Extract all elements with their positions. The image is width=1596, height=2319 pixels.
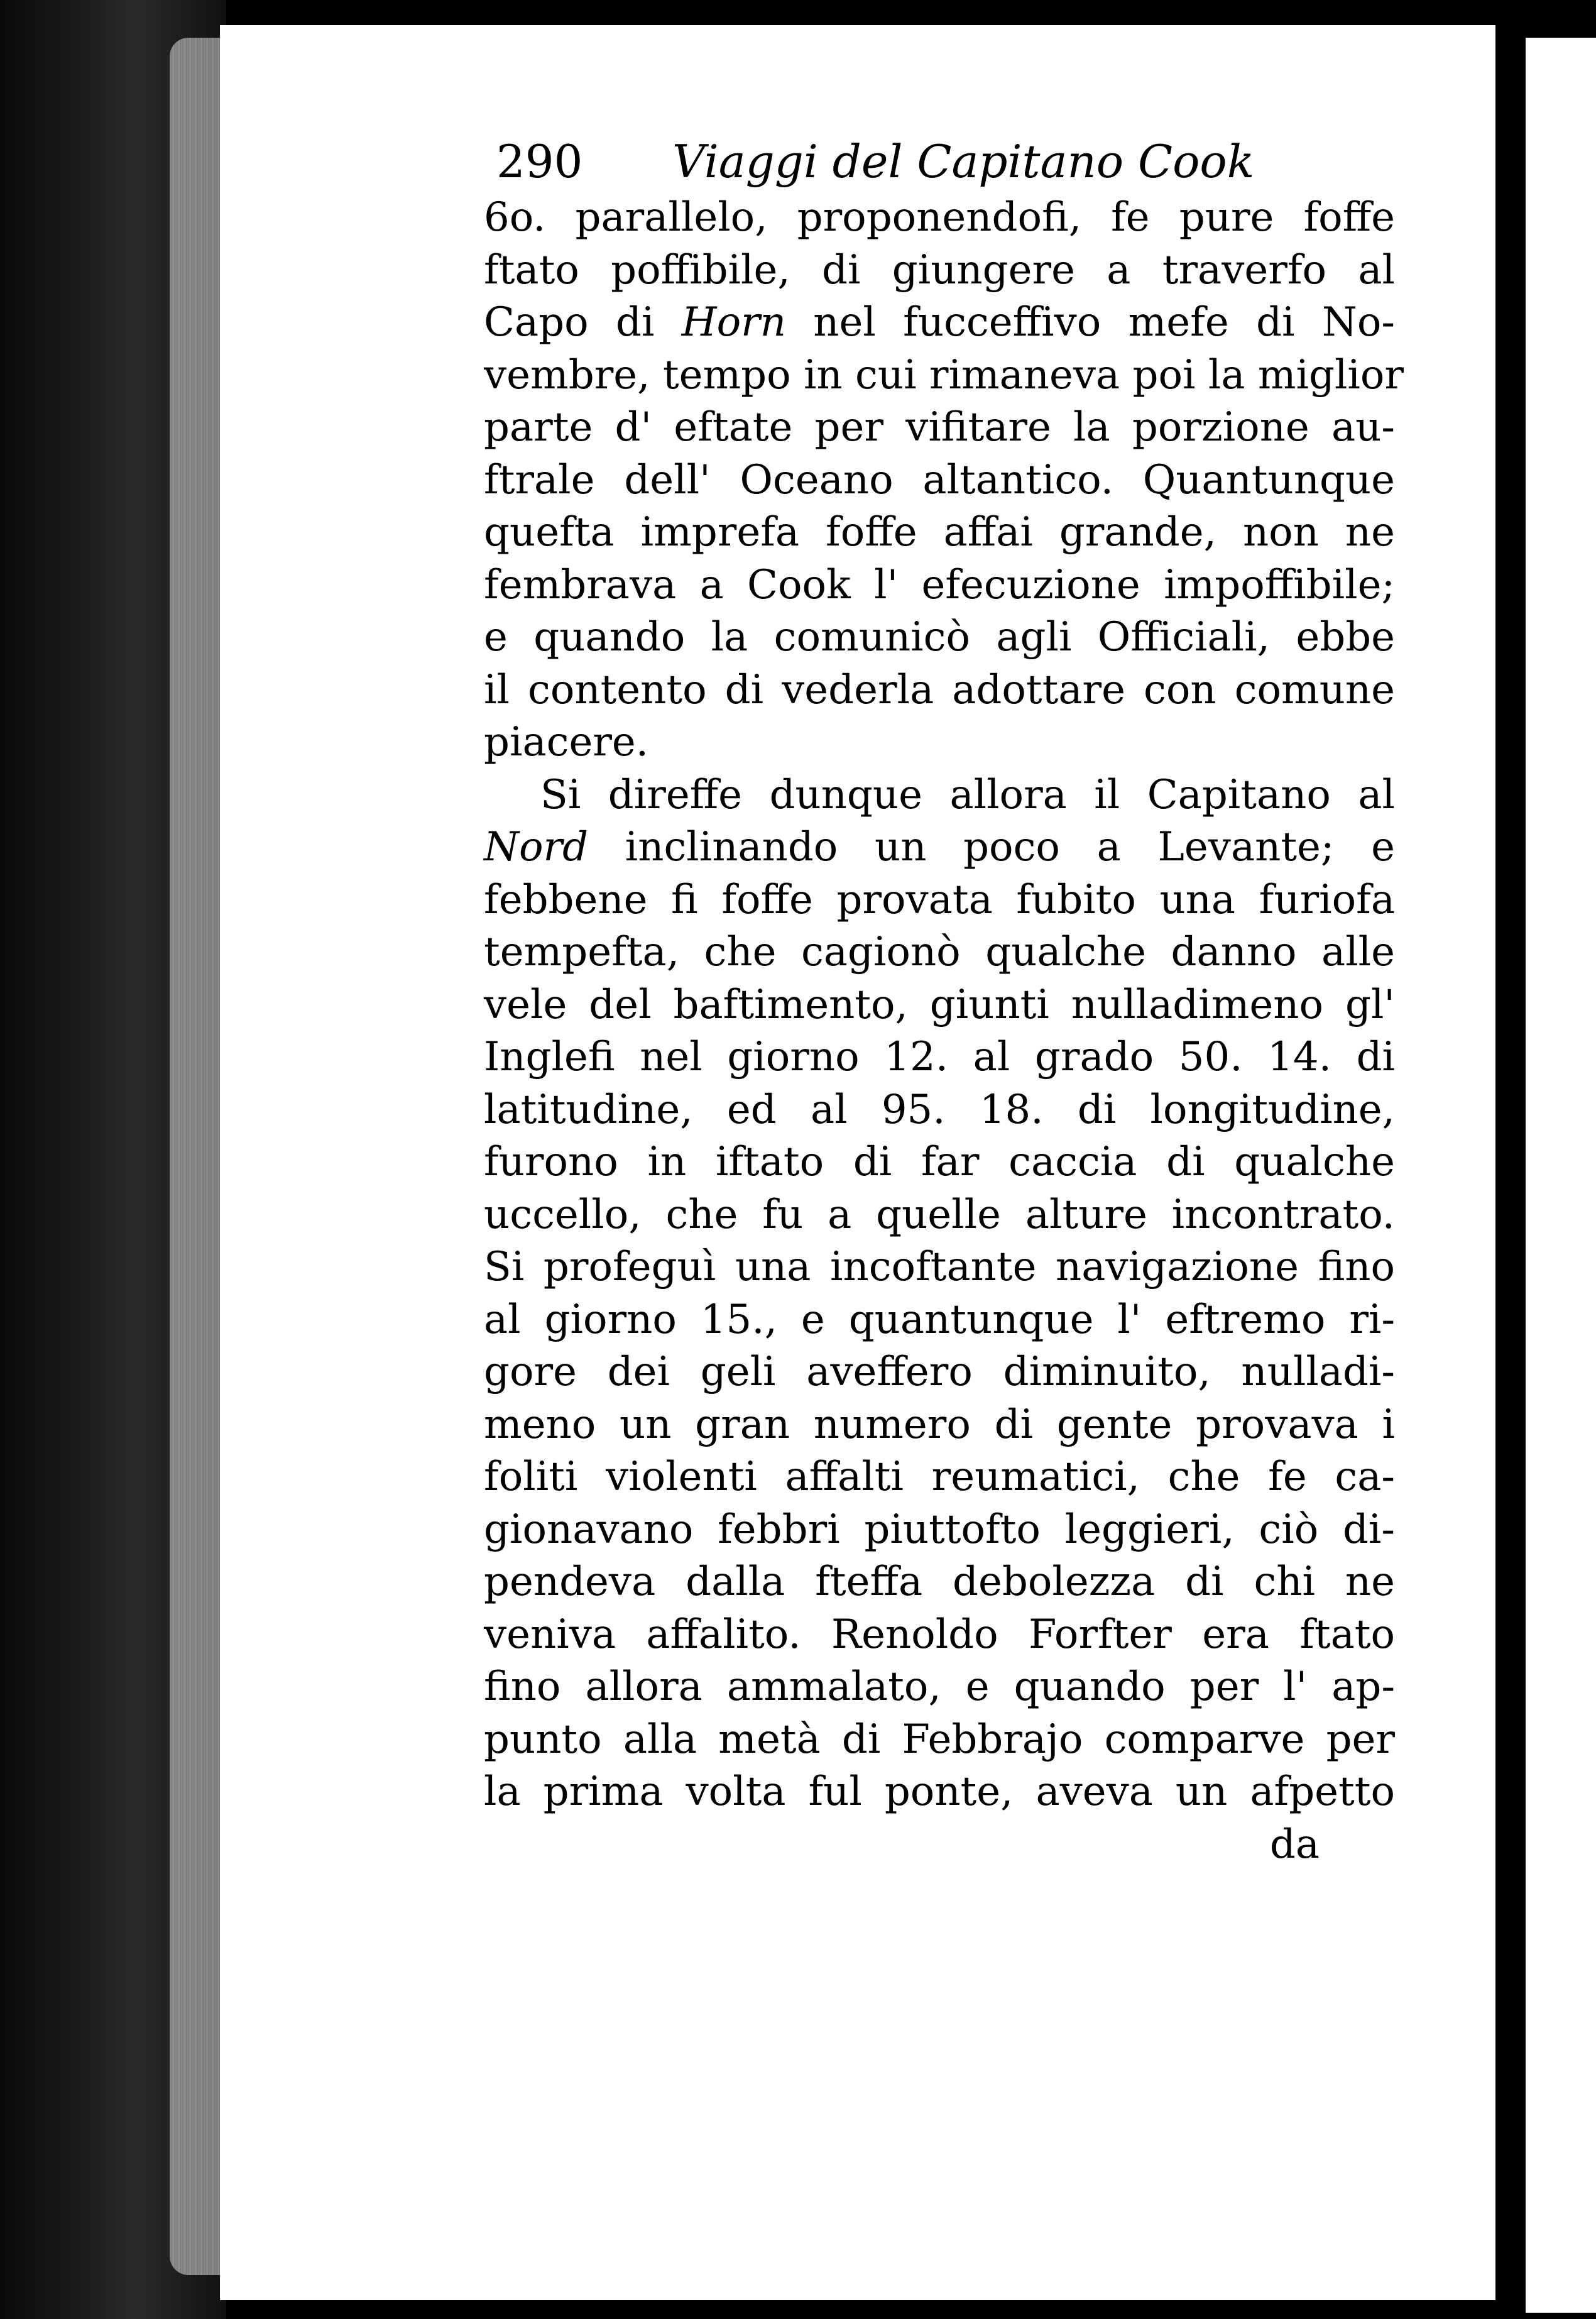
text-line: quefta imprefa foffe affai grande, non ne [484,509,1395,556]
text-line: uccello, che fu a quelle alture incontrato. [484,1191,1395,1238]
text-line: vembre, tempo in cui rimaneva poi la miglior [484,351,1404,398]
page-header [484,132,1395,192]
text-line: Nord inclinando un poco a Levante; e [484,824,1395,870]
text-line: la prima volta ful ponte, aveva un afpetto [484,1768,1395,1815]
paragraph-start-line: Si direffe dunque allora il Capitano al [540,771,1395,818]
text-line: Si profeguì una incoftante navigazione fino [484,1244,1395,1290]
text-line: ftrale dell' Oceano altantico. Quantunque [484,456,1395,503]
place-name-italic: Nord [484,824,589,870]
book-gutter [1495,25,1521,2319]
paragraph-end-line: piacere. [484,719,649,765]
text-line: al giorno 15., e quantunque l' eftremo ri- [484,1296,1395,1343]
running-title: Viaggi del Capitano Cook [672,135,1255,188]
text-line: fino allora ammalato, e quando per l' ap- [484,1664,1395,1710]
text-line: ftato poffibile, di giungere a traverfo al [484,246,1395,293]
text-line: latitudine, ed al 95. 18. di longitudine, [484,1086,1395,1133]
text-line: foliti violenti affalti reumatici, che fe ca- [484,1454,1395,1500]
text-line: Capo di Horn nel fucceffivo mefe di No- [484,299,1395,346]
text-line: Inglefi nel giorno 12. al grado 50. 14. di [484,1034,1395,1080]
text-line: veniva affalito. Renoldo Forfter era ftato [484,1611,1395,1658]
page-number: 290 [496,135,583,188]
text-line: tempefta, che cagionò qualche danno alle [484,929,1395,975]
text-line: il contento di vederla adottare con comune [484,666,1395,713]
text-line: meno un gran numero di gente provava i [484,1401,1395,1448]
text-line: 6o. parallelo, proponendofi, fe pure foffe [484,194,1395,241]
catchword: da [1269,1821,1320,1868]
text-line: parte d' eftate per vifitare la porzione au- [484,404,1395,451]
place-name-italic: Horn [681,299,786,346]
text-line: pendeva dalla fteffa debolezza di chi ne [484,1559,1395,1605]
text-line: febbene fi foffe provata fubito una furiofa [484,876,1395,923]
text-line: e quando la comunicò agli Officiali, ebbe [484,614,1395,661]
text-line: gionavano febbri piuttofto leggieri, ciò di- [484,1506,1395,1553]
text-line: furono in iftato di far caccia di qualche [484,1139,1395,1185]
text-line: fembrava a Cook l' efecuzione impoffibile; [484,561,1395,608]
body-text [484,192,1404,1871]
text-line: vele del baftimento, giunti nulladimeno gl' [484,981,1395,1028]
page-text-block [484,132,1404,1871]
text-line: gore dei geli aveffero diminuito, nulladi- [484,1349,1395,1395]
text-line: punto alla metà di Febbrajo comparve per [484,1716,1395,1763]
facing-page-edge [1521,38,1596,2313]
